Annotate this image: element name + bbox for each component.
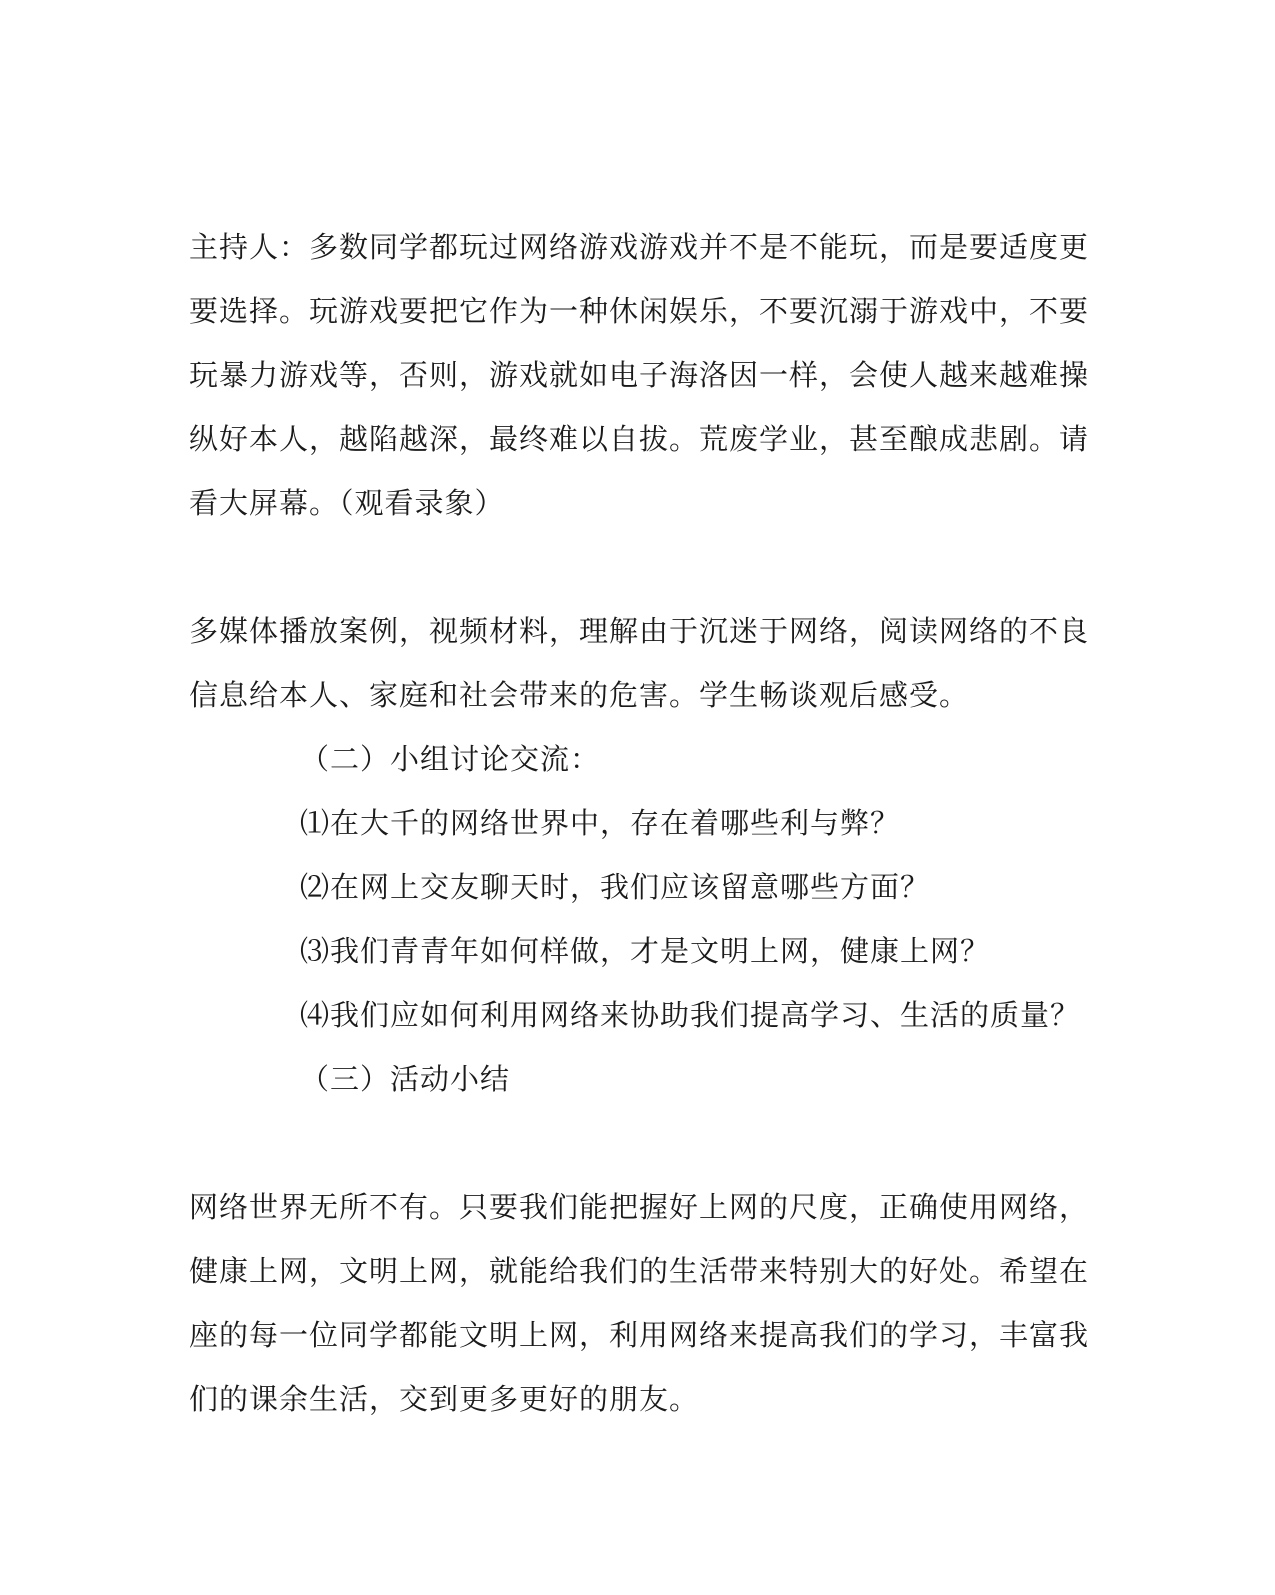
paragraph-line: 玩暴力游戏等，否则，游戏就如电子海洛因一样，会使人越来越难操 [189, 358, 1090, 392]
paragraph-line: 主持人：多数同学都玩过网络游戏游戏并不是不能玩，而是要适度更 [189, 230, 1090, 264]
discussion-question: ⑵在网上交友聊天时，我们应该留意哪些方面？ [300, 870, 931, 904]
paragraph-line: 网络世界无所不有。只要我们能把握好上网的尺度，正确使用网络， [189, 1190, 1090, 1224]
paragraph-line: 纵好本人，越陷越深，最终难以自拔。荒废学业，甚至酿成悲剧。请 [189, 422, 1090, 456]
paragraph-line: 们的课余生活，交到更多更好的朋友。 [189, 1382, 700, 1416]
paragraph-line: 信息给本人、家庭和社会带来的危害。学生畅谈观后感受。 [189, 678, 970, 712]
section-heading: （二）小组讨论交流： [300, 742, 601, 776]
discussion-question: ⑷我们应如何利用网络来协助我们提高学习、生活的质量？ [300, 998, 1081, 1032]
discussion-question: ⑴在大千的网络世界中，存在着哪些利与弊？ [300, 806, 901, 840]
discussion-question: ⑶我们青青年如何样做，才是文明上网，健康上网？ [300, 934, 991, 968]
section-heading: （三）活动小结 [300, 1062, 511, 1096]
paragraph-line: 看大屏幕。（观看录象） [189, 486, 505, 520]
paragraph-line: 座的每一位同学都能文明上网，利用网络来提高我们的学习，丰富我 [189, 1318, 1090, 1352]
paragraph-line: 健康上网，文明上网，就能给我们的生活带来特别大的好处。希望在 [189, 1254, 1090, 1288]
paragraph-line: 多媒体播放案例，视频材料，理解由于沉迷于网络，阅读网络的不良 [189, 614, 1090, 648]
paragraph-line: 要选择。玩游戏要把它作为一种休闲娱乐，不要沉溺于游戏中，不要 [189, 294, 1090, 328]
